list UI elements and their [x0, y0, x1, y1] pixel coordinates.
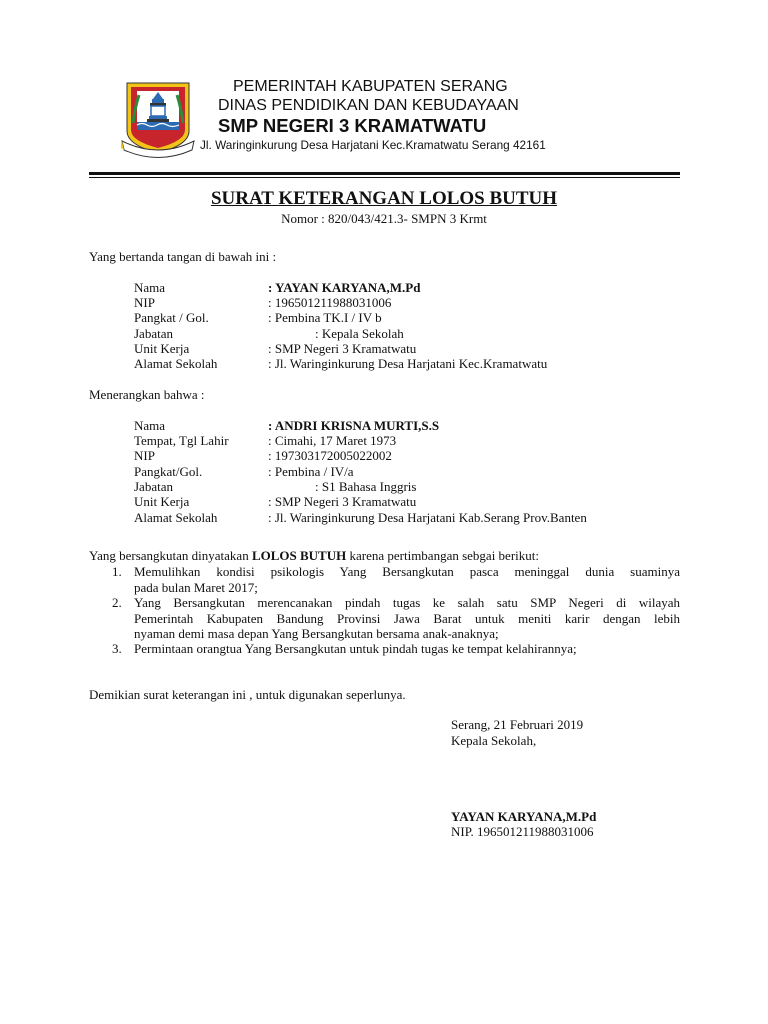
signer-label-rank: Pangkat / Gol. [134, 310, 209, 325]
subject-label-name: Nama [134, 418, 166, 433]
signer-value-nip: : 196501211988031006 [268, 295, 392, 310]
subject-label-address: Alamat Sekolah [134, 510, 218, 525]
signer-label-position: Jabatan [134, 326, 173, 341]
signature-place-date: Serang, 21 Februari 2019 [451, 717, 584, 732]
subject-value-unit: : SMP Negeri 3 Kramatwatu [268, 494, 417, 509]
declaration-status: LOLOS BUTUH [251, 548, 347, 563]
header-department-line: DINAS PENDIDIKAN DAN KEBUDAYAAN [218, 97, 519, 114]
signer-label-unit: Unit Kerja [134, 341, 190, 356]
signer-label-name: Nama [134, 280, 166, 295]
letter-title: SURAT KETERANGAN LOLOS BUTUH [210, 188, 558, 209]
header-school-name: SMP NEGERI 3 KRAMATWATU [218, 115, 487, 136]
reason-2-line-1: Yang Bersangkutan merencanakan pindah tugas ke salah satu SMP Negeri di wilayah [134, 595, 680, 610]
subject-value-address: : Jl. Waringinkurung Desa Harjatani Kab.Serang Prov.Banten [268, 510, 587, 525]
reason-2-line-2: Pemerintah Kabupaten Bandung Provinsi Jawa Barat untuk meniti karir dengan lebih [134, 610, 680, 626]
signature-nip: NIP. 196501211988031006 [451, 824, 594, 839]
subject-label-birth: Tempat, Tgl Lahir [134, 433, 229, 448]
reason-2-line-3: nyaman demi masa depan Yang Bersangkutan bersama anak-anaknya; [134, 626, 499, 641]
closing-text: Demikian surat keterangan ini , untuk digunakan seperlunya. [89, 687, 406, 702]
subject-value-name: : ANDRI KRISNA MURTI,S.S [268, 418, 440, 433]
header-address: Jl. Waringinkurung Desa Harjatani Kec.Kramatwatu Serang 42161 [200, 138, 546, 152]
regency-emblem-logo [121, 79, 195, 161]
reason-number-3: 3. [112, 641, 122, 656]
subject-value-nip: : 197303172005022002 [268, 448, 392, 463]
signer-label-nip: NIP [134, 295, 155, 310]
subject-value-position: : S1 Bahasa Inggris [315, 479, 417, 494]
reason-item-3 [134, 641, 680, 657]
reason-number-1: 1. [112, 564, 122, 579]
reason-item-1 [134, 564, 680, 595]
reason-3-line-1: Permintaan orangtua Yang Bersangkutan untuk pindah tugas ke tempat kelahirannya; [134, 641, 577, 656]
letter-number: Nomor : 820/043/421.3- SMPN 3 Krmt [281, 211, 487, 226]
signer-value-rank: : Pembina TK.I / IV b [268, 310, 382, 325]
explains-text: Menerangkan bahwa : [89, 387, 205, 402]
intro-text: Yang bertanda tangan di bawah ini : [89, 249, 277, 264]
reason-item-2 [134, 595, 680, 642]
reason-number-2: 2. [112, 595, 122, 610]
subject-label-nip: NIP [134, 448, 155, 463]
header-government-line: PEMERINTAH KABUPATEN SERANG [233, 78, 508, 95]
signer-value-position: : Kepala Sekolah [315, 326, 404, 341]
declaration-post: karena pertimbangan sebgai berikut: [346, 548, 539, 563]
subject-label-rank: Pangkat/Gol. [134, 464, 203, 479]
signer-label-address: Alamat Sekolah [134, 356, 218, 371]
reason-1-line-1: Memulihkan kondisi psikologis Yang Bersangkutan pasca meninggal dunia suaminya [134, 564, 680, 579]
signature-name: YAYAN KARYANA,M.Pd [451, 809, 597, 824]
subject-value-rank: : Pembina / IV/a [268, 464, 354, 479]
subject-label-position: Jabatan [134, 479, 173, 494]
header-divider-thin [89, 177, 680, 178]
reason-1-line-2: pada bulan Maret 2017; [134, 579, 258, 595]
signer-value-name: : YAYAN KARYANA,M.Pd [268, 280, 421, 295]
signer-value-unit: : SMP Negeri 3 Kramatwatu [268, 341, 417, 356]
declaration-pre: Yang bersangkutan dinyatakan [89, 548, 252, 563]
declaration-text [89, 548, 539, 564]
header-divider-thick [89, 172, 680, 175]
subject-value-birth: : Cimahi, 17 Maret 1973 [268, 433, 397, 448]
signature-position: Kepala Sekolah, [451, 733, 537, 748]
signer-value-address: : Jl. Waringinkurung Desa Harjatani Kec.Kramatwatu [268, 356, 548, 371]
subject-label-unit: Unit Kerja [134, 494, 190, 509]
